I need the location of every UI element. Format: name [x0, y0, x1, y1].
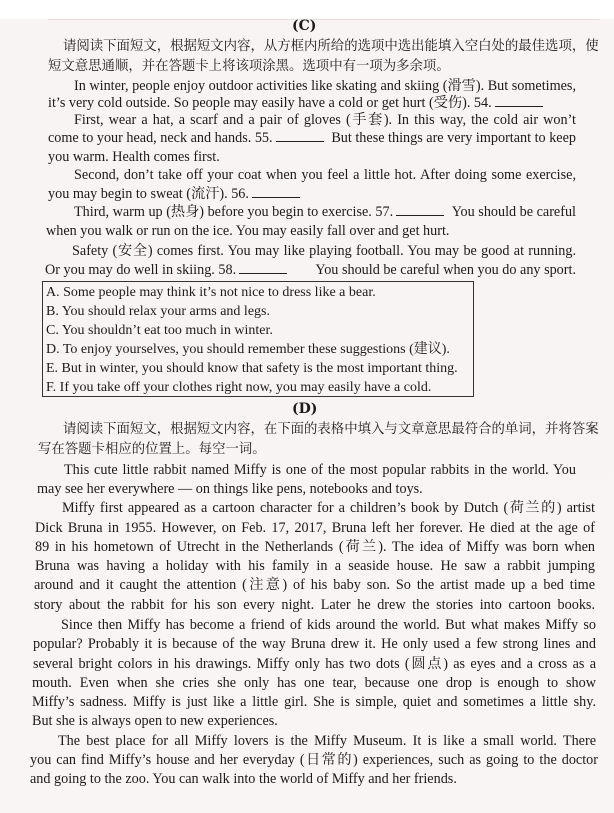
paragraph-line [48, 129, 576, 147]
passage-line: But she is always open to new experiences. [32, 713, 278, 729]
section-c-instruction-2: 短文意思通顺，并在答题卡上将该项涂黑。选项中有一项为多余项。 [48, 59, 450, 74]
passage-line: Miffy’s sadness. Miffy is just like a little girl. She is simple, quiet and sometimes a little shy. [32, 694, 596, 710]
passage-line: popular? Probably it is because of the way Bruna drew it. He only used a few strong lines and [33, 636, 596, 652]
paragraph-text: it’s very cold outside. So people may easily have a cold or get hurt (受伤). 54. [48, 95, 492, 111]
section-c-heading: (C) [292, 18, 317, 34]
paragraph-text-group [74, 203, 444, 221]
blank-57[interactable] [396, 203, 444, 216]
passage-line: mouth. Even when she cries she only has one tear, because one drop is enough to show [32, 675, 596, 691]
option-d: D. To enjoy yourselves, you should remember these suggestions (建议). [46, 342, 450, 357]
passage-line: around and it caught the attention (注意) of his baby son. So the artist made up a bed time [34, 577, 595, 593]
passage-line: story about the rabbit for his son every night. Later he drew the stories into cartoon books. [34, 597, 595, 613]
passage-line: and going to the zoo. You can walk into the world of Miffy and her friends. [30, 771, 457, 787]
option-c: C. You shouldn’t eat too much in winter. [46, 323, 273, 338]
paragraph-line: when you walk or run on the ice. You may easily fall over and get hurt. [46, 223, 450, 239]
section-d-heading: (D) [292, 401, 318, 417]
paragraph-line: In winter, people enjoy outdoor activities like skating and skiing (滑雪). But sometimes, [74, 78, 576, 94]
paragraph-text: Third, warm up (热身) before you begin to exercise. 57. [74, 204, 394, 220]
options-box [42, 281, 474, 397]
passage-line: 89 in his hometown of Utrecht in the Netherlands (荷兰). The idea of Miffy was born when [35, 539, 595, 555]
paragraph-line: you warm. Health comes first. [48, 149, 220, 165]
paragraph-text-group [45, 261, 287, 279]
blank-55[interactable] [276, 129, 324, 142]
paragraph-line: Safety (安全) comes first. You may like playing football. You may be good at running. [72, 243, 576, 259]
section-d-instruction-1: 请阅读下面短文，根据短文内容，在下面的表格中填入与文章意思最符合的单词，并将答案 [63, 422, 599, 437]
passage-line: several bright colors in his drawings. Miffy only has two dots (圆点) as eyes and a cross as a [33, 656, 596, 672]
passage-line: Bruna was having a holiday with his family in a seaside house. He saw a rabbit jumping [35, 558, 595, 574]
passage-line: Miffy first appeared as a cartoon character for a children’s book by Dutch (荷兰的) artist [62, 500, 595, 516]
option-e: E. But in winter, you should know that safety is the most important thing. [46, 361, 458, 376]
paragraph-line [45, 261, 576, 279]
paragraph-text: You should be careful [451, 204, 576, 220]
option-a: A. Some people may think it’s not nice to dress like a bear. [46, 285, 376, 300]
section-c-instruction-1: 请阅读下面短文，根据短文内容，从方框内所给的选项中选出能填入空白处的最佳选项，使 [63, 39, 599, 54]
paragraph-line: First, wear a hat, a scarf and a pair of gloves (手套). In this way, the cold air won’t [74, 112, 576, 128]
option-f: F. If you take off your clothes right now, you may easily have a cold. [46, 380, 432, 395]
paragraph-text-group [48, 129, 324, 147]
passage-line: The best place for all Miffy lovers is the Miffy Museum. It is like a small world. There [58, 733, 596, 749]
passage-line: Since then Miffy has become a friend of kids around the world. But what makes Miffy so [61, 617, 596, 633]
paragraph-text: Or you may do well in skiing. 58. [45, 262, 237, 278]
option-b: B. You should relax your arms and legs. [46, 304, 270, 319]
blank-58[interactable] [239, 261, 287, 274]
passage-line: Dick Bruna in 1955. However, on Feb. 17, 2017, Bruna left her forever. He died at the age of [35, 520, 595, 536]
paragraph-line [48, 185, 300, 203]
paragraph-line [48, 94, 543, 112]
blank-56[interactable] [252, 185, 300, 198]
paragraph-text: But these things are very important to keep [331, 130, 576, 146]
page-edge [48, 19, 600, 20]
paragraph-text: you may begin to sweat (流汗). 56. [48, 186, 249, 202]
paragraph-text: come to your head, neck and hands. 55. [48, 130, 273, 146]
paragraph-line [74, 203, 576, 221]
passage-line: may see her everywhere — on things like pens, notebooks and toys. [37, 481, 423, 497]
paragraph-line: Second, don’t take off your coat when you feel a little hot. After doing some exercise, [74, 167, 576, 183]
paragraph-text: You should be careful when you do any sport. [315, 262, 576, 278]
blank-54[interactable] [495, 94, 543, 107]
passage-line: you can find Miffy’s house and her everyday (日常的) experiences, such as going to the doctor [30, 752, 598, 768]
section-d-instruction-2: 写在答题卡相应的位置上。每空一词。 [38, 442, 266, 457]
passage-line: This cute little rabbit named Miffy is one of the most popular rabbits in the world. You [64, 462, 576, 478]
